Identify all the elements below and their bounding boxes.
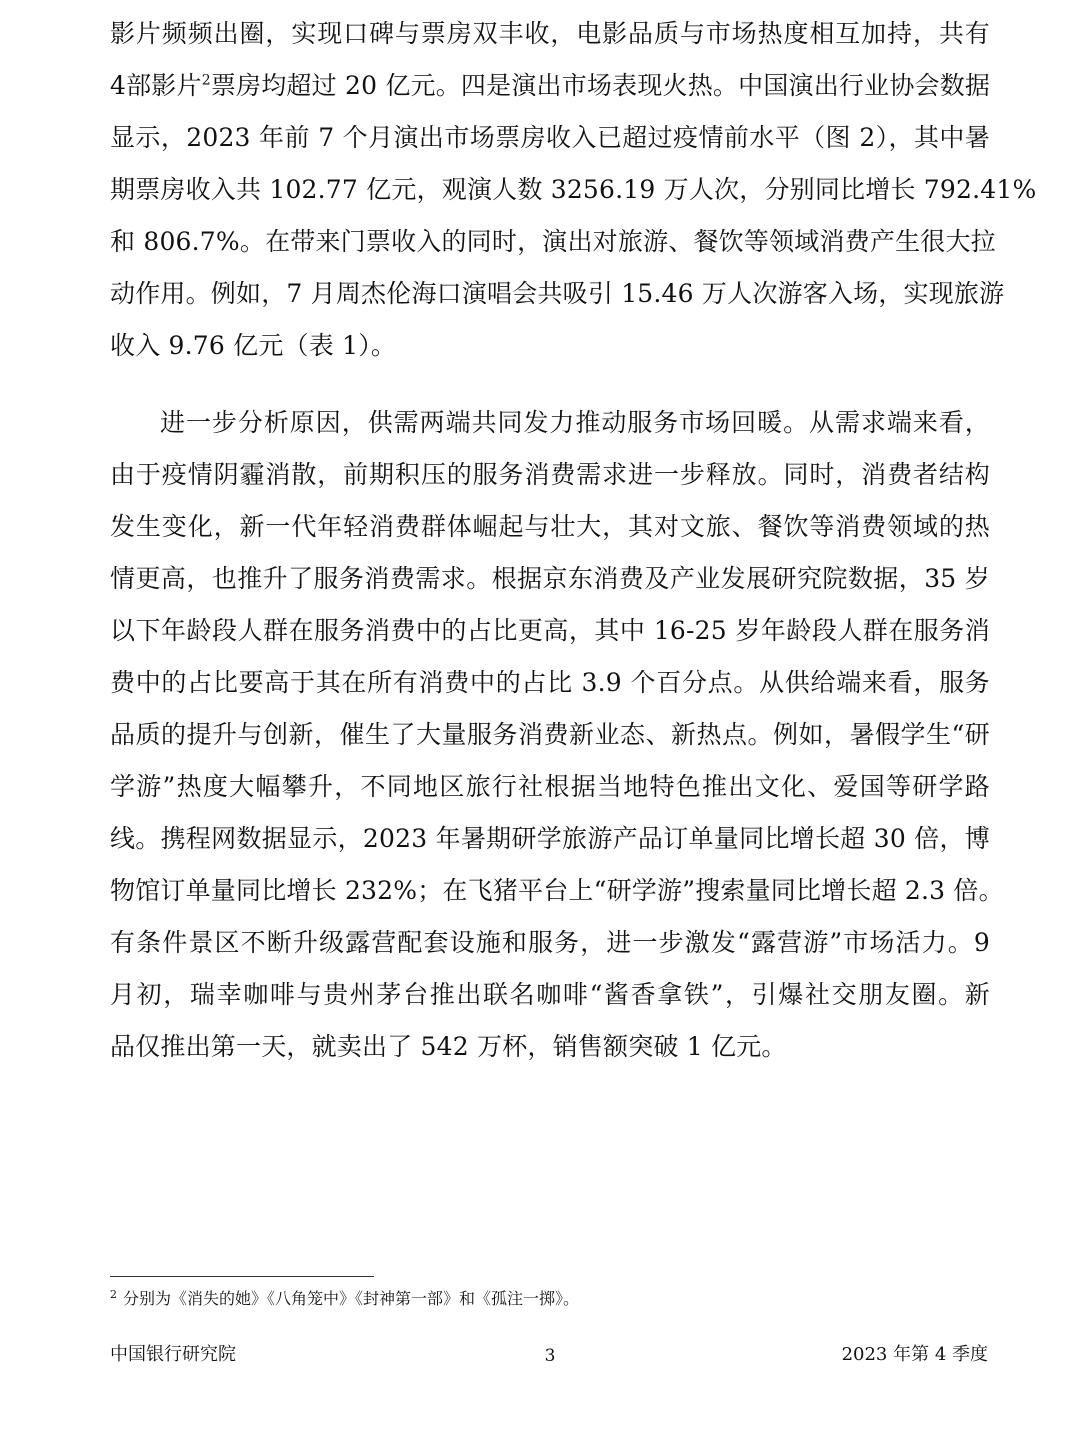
paragraph-1-line-7: 收入 9.76 亿元（表 1）。 (110, 331, 397, 360)
paragraph-2-line-13: 品仅推出第一天，就卖出了 542 万杯，销售额突破 1 亿元。 (110, 1032, 787, 1061)
footnote-divider (110, 1276, 374, 1277)
footer-page-number: 3 (544, 1346, 556, 1366)
paragraph-2-line-10: 物馆订单量同比增长 232%；在飞猪平台上“研学游”搜索量同比增长超 2.3 倍。 (110, 876, 1004, 905)
paragraph-2-line-7: 品质的提升与创新，催生了大量服务消费新业态、新热点。例如，暑假学生“研 (110, 720, 990, 749)
paragraph-2-line-12: 月初，瑞幸咖啡与贵州茅台推出联名咖啡“酱香拿铁”，引爆社交朋友圈。新 (110, 980, 990, 1009)
paragraph-2-line-3: 发生变化，新一代年轻消费群体崛起与壮大，其对文旅、餐饮等消费领域的热 (110, 512, 990, 541)
paragraph-2-line-4: 情更高，也推升了服务消费需求。根据京东消费及产业发展研究院数据，35 岁 (110, 564, 990, 593)
paragraph-1-line-6: 动作用。例如，7 月周杰伦海口演唱会共吸引 15.46 万人次游客入场，实现旅游 (110, 279, 1005, 308)
paragraph-1-line-2-start: 4部影片 (110, 71, 202, 100)
paragraph-2-line-1: 进一步分析原因，供需两端共同发力推动服务市场回暖。从需求端来看， (160, 408, 990, 437)
paragraph-2-line-2: 由于疫情阴霾消散，前期积压的服务消费需求进一步释放。同时，消费者结构 (110, 460, 990, 489)
paragraph-1-line-3: 显示，2023 年前 7 个月演出市场票房收入已超过疫情前水平（图 2），其中暑 (110, 123, 990, 152)
footnote-reference[interactable]: 2 (201, 72, 211, 89)
footnote (110, 1289, 579, 1309)
body-text (110, 8, 1037, 1073)
paragraph-1-line-5: 和 806.7%。在带来门票收入的同时，演出对旅游、餐饮等领域消费产生很大拉 (110, 227, 996, 256)
paragraph-2-line-11: 有条件景区不断升级露营配套设施和服务，进一步激发“露营游”市场活力。9 (110, 928, 990, 957)
footer-issue: 2023 年第 4 季度 (841, 1344, 988, 1365)
footer-organization: 中国银行研究院 (110, 1344, 236, 1365)
paragraph-1-line-2-end: 票房均超过 20 亿元。四是演出市场表现火热。中国演出行业协会数据 (210, 71, 991, 100)
paragraph-1-line-4: 期票房收入共 102.77 亿元，观演人数 3256.19 万人次，分别同比增长 792.41% (110, 175, 1037, 204)
footnote-text: 分别为《消失的她》《八角笼中》《封神第一部》和《孤注一掷》。 (123, 1289, 580, 1308)
paragraph-gap (110, 372, 990, 397)
paragraph-2-line-9: 线。携程网数据显示，2023 年暑期研学旅游产品订单量同比增长超 30 倍，博 (110, 824, 990, 853)
paragraph-2-line-6: 费中的占比要高于其在所有消费中的占比 3.9 个百分点。从供给端来看，服务 (110, 668, 990, 697)
footnote-number: 2 (110, 1287, 117, 1301)
paragraph-2-line-5: 以下年龄段人群在服务消费中的占比更高，其中 16-25 岁年龄段人群在服务消 (110, 616, 990, 645)
paragraph-2-line-8: 学游”热度大幅攀升，不同地区旅行社根据当地特色推出文化、爱国等研学路 (110, 772, 990, 801)
paragraph-1-line-1: 影片频频出圈，实现口碑与票房双丰收，电影品质与市场热度相互加持，共有 (110, 19, 990, 48)
paragraph-1-line-2 (110, 60, 990, 112)
